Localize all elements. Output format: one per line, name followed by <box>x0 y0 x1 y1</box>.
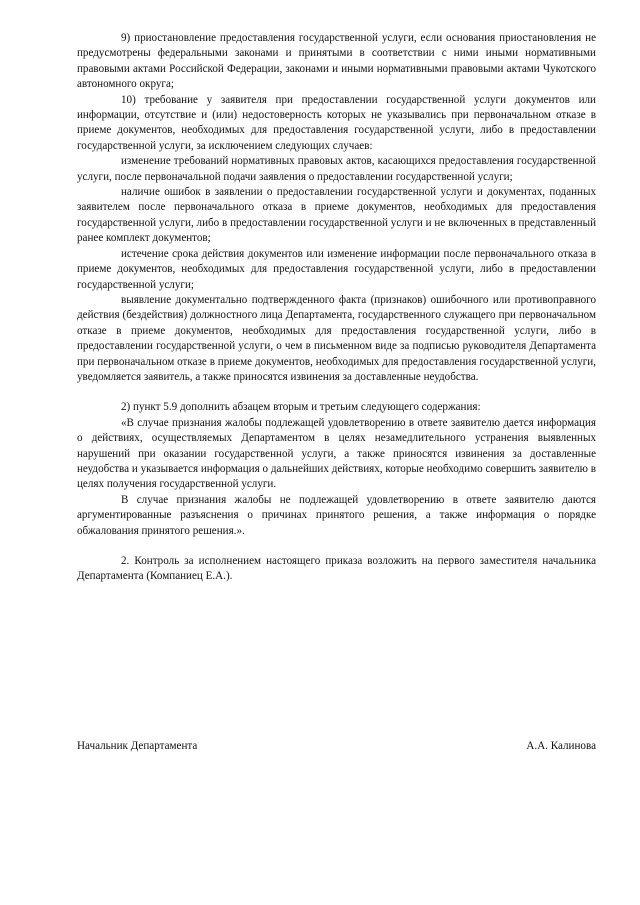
signatory-name: А.А. Калинова <box>526 740 596 752</box>
complaint-rejected-paragraph: В случае признания жалобы не подлежащей удовлетворению в ответе заявителю даются аргументированные разъяснения о причинах принятого решения, а также информация о порядке обжалования принятого решения.». <box>77 493 596 537</box>
paragraph-spacer <box>77 539 596 554</box>
control-paragraph: 2. Контроль за исполнением настоящего приказа возложить на первого заместителя начальника Департамента (Компаниец Е.А.). <box>77 555 596 583</box>
paragraph-spacer <box>77 385 596 400</box>
signatory-position: Начальник Департамента <box>77 740 198 752</box>
item-9-paragraph: 9) приостановление предоставления государственной услуги, если основания приостановления не предусмотрены федеральными законами и принятыми в соответствии с ними иными нормативными правовыми актами Российской Федерации, законами и иными нормативными правовыми актами Чукотского автономного округа; <box>77 32 596 91</box>
complaint-satisfied-paragraph: «В случае признания жалобы подлежащей удовлетворению в ответе заявителю дается информация о действиях, осуществляемых Департаментом в целях незамедлительного устранения выявленных нарушений при оказании государственной услуги, а также приносятся извинения за доставленные неудобства и указывается информация о дальнейших действиях, которые необходимо совершить заявителю в целях получения государственной услуги. <box>77 416 596 491</box>
exception-case-2: наличие ошибок в заявлении о предоставлении государственной услуги и документах, поданных заявителем после первоначального отказа в приеме документов, необходимых для предоставления государственной услуги, либо в предоставлении государственной услуги и не включенных в представленный ранее комплект документов; <box>77 186 596 245</box>
exception-case-4: выявление документально подтвержденного факта (признаков) ошибочного или противоправного действия (бездействия) должностного лица Департамента, государственного служащего при первоначальном отказе в приеме документов, необходимых для предоставления государственной услуги, либо в предоставлении государственной услуги, о чем в письменном виде за подписью руководителя Департамента при первоначальном отказе в приеме документов, необходимых для предоставления государственной услуги, уведомляется заявитель, а также приносятся извинения за доставленные неудобства. <box>77 293 596 383</box>
signature-block <box>77 739 596 754</box>
exception-case-1: изменение требований нормативных правовых актов, касающихся предоставления государственной услуги, после первоначальной подачи заявления о предоставлении государственной услуги; <box>77 155 596 183</box>
point-2-intro: 2) пункт 5.9 дополнить абзацем вторым и третьим следующего содержания: <box>121 401 481 414</box>
exception-case-3: истечение срока действия документов или изменение информации после первоначального отказа в приеме документов, необходимых для предоставления государственной услуги, либо в предоставлении государственной услуги; <box>77 247 596 291</box>
item-10-paragraph: 10) требование у заявителя при предоставлении государственной услуги документов или информации, отсутствие и (или) недостоверность которых не указывались при первоначальном отказе в приеме документов, необходимых для предоставления государственной услуги, либо в предоставлении государственной услуги, за исключением следующих случаев: <box>77 93 596 152</box>
